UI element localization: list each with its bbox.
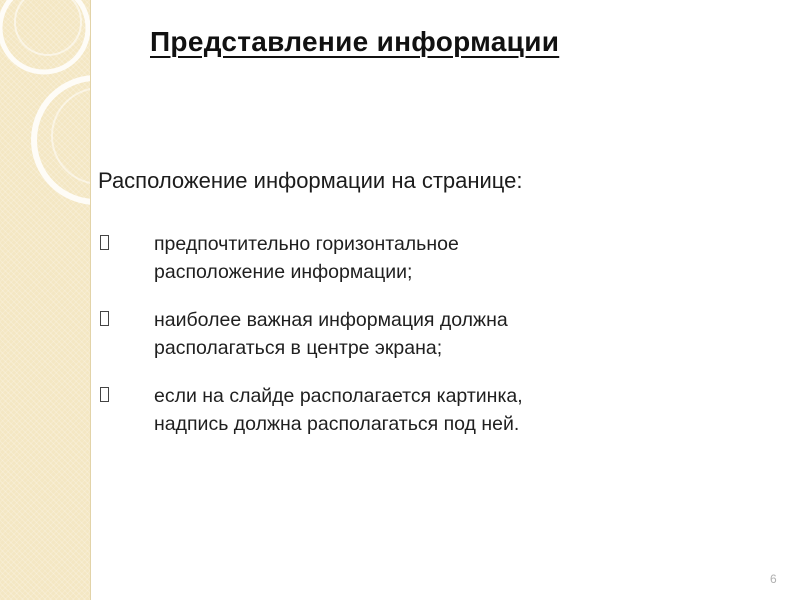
bullet-icon [100,311,109,326]
bullet-line: если на слайде располагается картинка, [154,385,523,407]
bullet-icon [100,235,109,250]
bullet-text [154,382,756,438]
bullet-line: предпочтительно горизонтальное [154,233,459,255]
slide-title: Представление информации [150,26,560,57]
list-item [96,230,756,286]
bullet-list [96,230,756,458]
bullet-line: располагаться в центре экрана; [154,337,443,359]
list-item [96,306,756,362]
bullet-text [154,306,756,362]
bullet-line: надпись должна располагаться под ней. [154,413,520,435]
sidebar-divider [90,0,91,600]
slide-subtitle: Расположение информации на странице: [98,168,523,193]
bullet-line: расположение информации; [154,261,413,283]
bullet-text [154,230,756,286]
list-item [96,382,756,438]
decorative-sidebar [0,0,90,600]
bullet-icon [100,387,109,402]
ring-swirl-decoration [0,0,90,600]
page-number: 6 [770,572,777,586]
bullet-line: наиболее важная информация должна [154,309,508,331]
